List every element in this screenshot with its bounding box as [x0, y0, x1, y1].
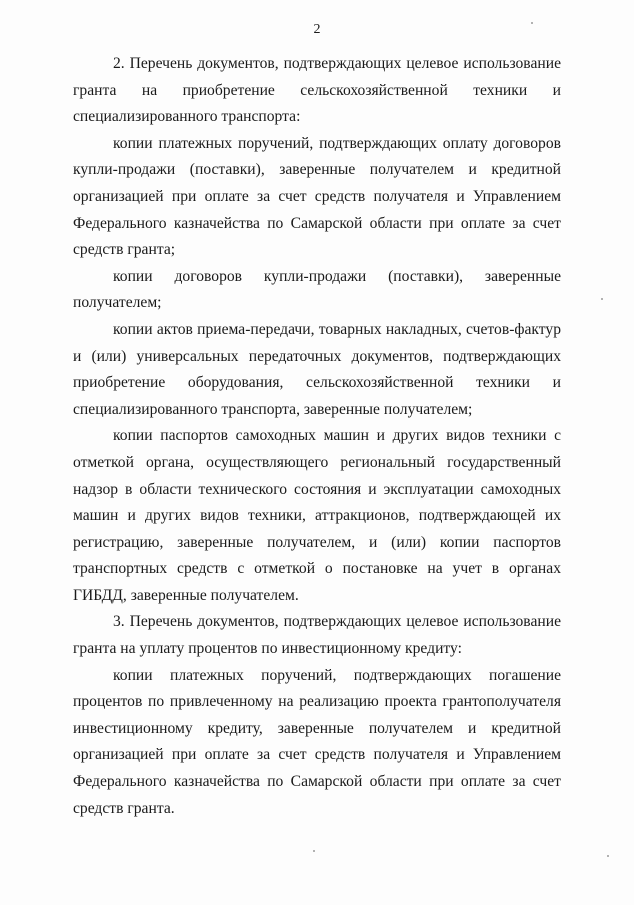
interest-payment-orders-paragraph: копии платежных поручений, подтверждающих погашение процентов по привлеченному на реализацию проекта грантополучателя инвестиционному кредиту, заверенные получателем и кредитной организацией при оплате за счет средств получателя и Управлением Федерального казначейства по Самарской области при оплате за счет средств гранта. [73, 666, 561, 817]
section-2-heading-paragraph: 2. Перечень документов, подтверждающих целевое использование гранта на приобретение сельскохозяйственной техники и специализированного транспорта: [73, 55, 561, 126]
machine-passports-paragraph: копии паспортов самоходных машин и других видов техники с отметкой органа, осуществляющего региональный государственный надзор в области технического состояния и эксплуатации самоходных машин и других видов техники, аттракционов, подтверждающей их регистрацию, заверенные получателем, и (или) копии паспортов транспортных средств с отметкой о постановке на учет в органах ГИБДД, заверенные получателем. [73, 427, 561, 604]
document-body [73, 51, 561, 822]
acceptance-acts-paragraph: копии актов приема-передачи, товарных накладных, счетов-фактур и (или) универсальных передаточных документов, подтверждающих приобретение оборудования, сельскохозяйственной техники и специализированного транспорта, заверенные получателем; [73, 320, 561, 418]
sale-contracts-paragraph: копии договоров купли-продажи (поставки), заверенные получателем; [73, 267, 561, 312]
scan-speck [531, 22, 533, 24]
section-3-heading-paragraph: 3. Перечень документов, подтверждающих целевое использование гранта на уплату процентов по инвестиционному кредиту: [73, 613, 561, 658]
payment-orders-paragraph: копии платежных поручений, подтверждающих оплату договоров купли-продажи (поставки), заверенные получателем и кредитной организацией при оплате за счет средств получателя и Управлением Федерального казначейства по Самарской области при оплате за счет средств гранта; [73, 134, 561, 259]
scan-speck [601, 298, 603, 300]
page-number: 2 [313, 22, 321, 37]
scan-speck [313, 850, 315, 852]
scan-speck [607, 855, 609, 857]
